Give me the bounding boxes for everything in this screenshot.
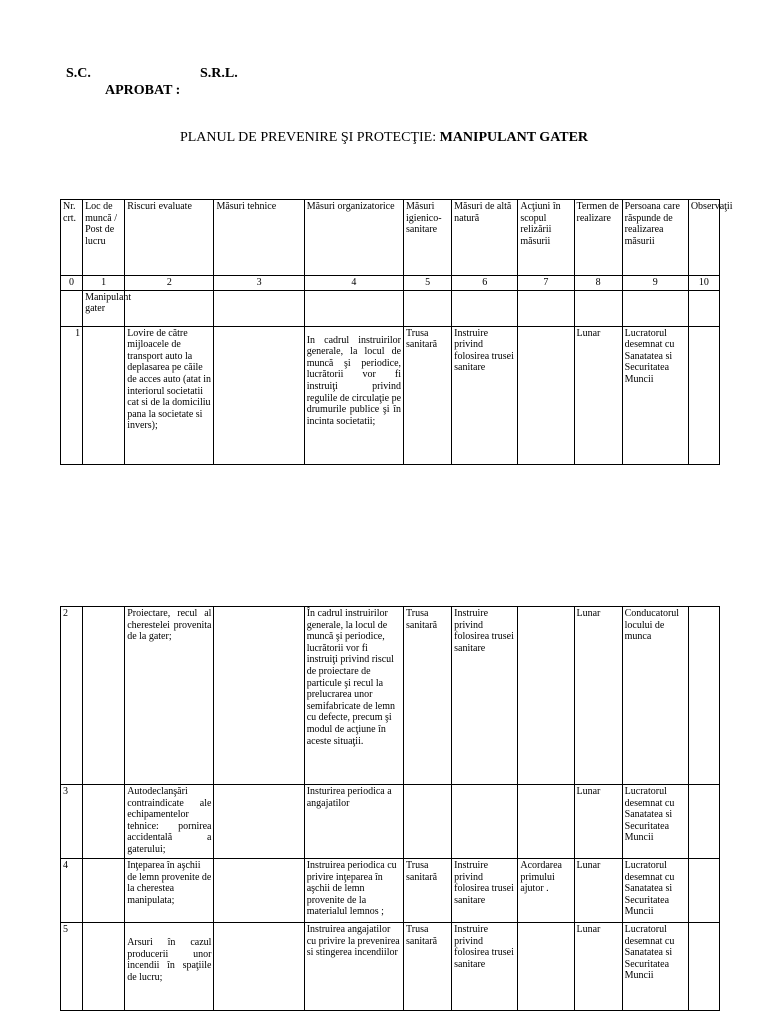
col-number: 9 [622, 276, 688, 291]
row-observations [688, 326, 719, 464]
row-nr: 1 [61, 326, 83, 464]
row-actions [518, 607, 574, 785]
table-row [61, 326, 720, 464]
workplace-cell: Manipulant gater [83, 290, 125, 326]
row-risk: Proiectare, recul al cherestelei provenita de la gater; [125, 607, 214, 785]
row-technical [214, 859, 304, 923]
row-organizational: Instruirea angajatilor cu privire la prevenirea si stingerea incendiilor [304, 923, 403, 1011]
row-nr: 2 [61, 607, 83, 785]
header-actions: Acţiuni în scopul relizării măsurii [518, 200, 574, 276]
row-term: Lunar [574, 326, 622, 464]
row-person: Lucratorul desemnat cu Sanatatea si Securitatea Muncii [622, 923, 688, 1011]
row-technical [214, 607, 304, 785]
workplace-row [61, 290, 720, 326]
row-person: Lucratorul desemnat cu Sanatatea si Securitatea Muncii [622, 326, 688, 464]
row-organizational: Instruirea periodica cu privire inţeparea în aşchii de lemn provenite de la materialul lemnos ; [304, 859, 403, 923]
title-prefix: PLANUL DE PREVENIRE ŞI PROTECŢIE: [179, 130, 437, 145]
title-job: MANIPULANT GATER [439, 130, 589, 145]
column-number-row [61, 276, 720, 291]
row-organizational: În cadrul instruirilor generale, la locul de muncă şi periodice, lucrătorii vor fi instruiţi privind riscul de proiectare de particule şi recul la prelucrarea unor semifabricate de lemn cu defecte, precum şi modul de acţiune în aceste situaţii. [304, 607, 403, 785]
row-actions [518, 923, 574, 1011]
row-observations [688, 607, 719, 785]
header-hygiene: Măsuri igienico-sanitare [404, 200, 452, 276]
page-title [0, 130, 768, 146]
row-observations [688, 859, 719, 923]
table-header-row [61, 200, 720, 276]
table-row [61, 859, 720, 923]
row-risk: Inţeparea în aşchii de lemn provenite de la cherestea manipulata; [125, 859, 214, 923]
company-suffix: S.R.L. [200, 66, 238, 81]
row-hygiene: Trusa sanitară [404, 326, 452, 464]
row-risk: Arsuri în cazul producerii unor incendii în spaţiile de lucru; [125, 923, 214, 1011]
table-row [61, 607, 720, 785]
row-other: Instruire privind folosirea trusei sanitare [452, 859, 518, 923]
row-person: Conducatorul locului de munca [622, 607, 688, 785]
row-hygiene: Trusa sanitară [404, 859, 452, 923]
plan-table-page-2 [60, 606, 720, 1011]
col-number: 10 [688, 276, 719, 291]
header-person: Persoana care răspunde de realizarea măsurii [622, 200, 688, 276]
table-row [61, 785, 720, 859]
col-number: 8 [574, 276, 622, 291]
row-risk: Autodeclanşări contraindicate ale echipamentelor tehnice: pornirea accidentală a gaterului; [125, 785, 214, 859]
row-other: Instruire privind folosirea trusei sanitare [452, 326, 518, 464]
row-organizational: Insturirea periodica a angajatilor [304, 785, 403, 859]
row-person: Lucratorul desemnat cu Sanatatea si Securitatea Muncii [622, 785, 688, 859]
row-observations [688, 785, 719, 859]
plan-table-page-1 [60, 199, 733, 465]
row-technical [214, 785, 304, 859]
row-hygiene: Trusa sanitară [404, 607, 452, 785]
col-number: 1 [83, 276, 125, 291]
row-hygiene: Trusa sanitară [404, 923, 452, 1011]
row-hygiene [404, 785, 452, 859]
row-term: Lunar [574, 859, 622, 923]
row-actions [518, 326, 574, 464]
row-observations [688, 923, 719, 1011]
row-nr: 4 [61, 859, 83, 923]
header-term: Termen de realizare [574, 200, 622, 276]
row-risk: Lovire de către mijloacele de transport auto la deplasarea pe căile de acces auto (atat in interiorul societatii cat si de la domiciliu pana la societate si invers); [125, 326, 214, 464]
col-number: 5 [404, 276, 452, 291]
col-number: 4 [304, 276, 403, 291]
row-nr: 5 [61, 923, 83, 1011]
col-number: 3 [214, 276, 304, 291]
header-risks: Riscuri evaluate [125, 200, 214, 276]
row-person: Lucratorul desemnat cu Sanatatea si Securitatea Muncii [622, 859, 688, 923]
row-term: Lunar [574, 923, 622, 1011]
header-technical: Măsuri tehnice [214, 200, 304, 276]
row-technical [214, 923, 304, 1011]
col-number: 6 [452, 276, 518, 291]
row-nr: 3 [61, 785, 83, 859]
col-number: 2 [125, 276, 214, 291]
row-term: Lunar [574, 607, 622, 785]
row-technical [214, 326, 304, 464]
company-prefix: S.C. [66, 66, 91, 81]
col-number: 7 [518, 276, 574, 291]
row-other: Instruire privind folosirea trusei sanitare [452, 923, 518, 1011]
header-observations: Observaţii [688, 200, 719, 276]
col-number: 0 [61, 276, 83, 291]
table-row [61, 923, 720, 1011]
row-other [452, 785, 518, 859]
row-organizational: In cadrul instruirilor generale, la locul de muncă şi periodice, lucrătorii vor fi instruiţi privind regulile de circulaţie pe drumurile publice şi în incinta societatii; [304, 326, 403, 464]
header-nr: Nr. crt. [61, 200, 83, 276]
header-organizational: Măsuri organizatorice [304, 200, 403, 276]
header-workplace: Loc de muncă / Post de lucru [83, 200, 125, 276]
row-actions: Acordarea primului ajutor . [518, 859, 574, 923]
header-other: Măsuri de altă natură [452, 200, 518, 276]
row-actions [518, 785, 574, 859]
approved-label: APROBAT : [105, 83, 181, 98]
row-other: Instruire privind folosirea trusei sanitare [452, 607, 518, 785]
row-term: Lunar [574, 785, 622, 859]
